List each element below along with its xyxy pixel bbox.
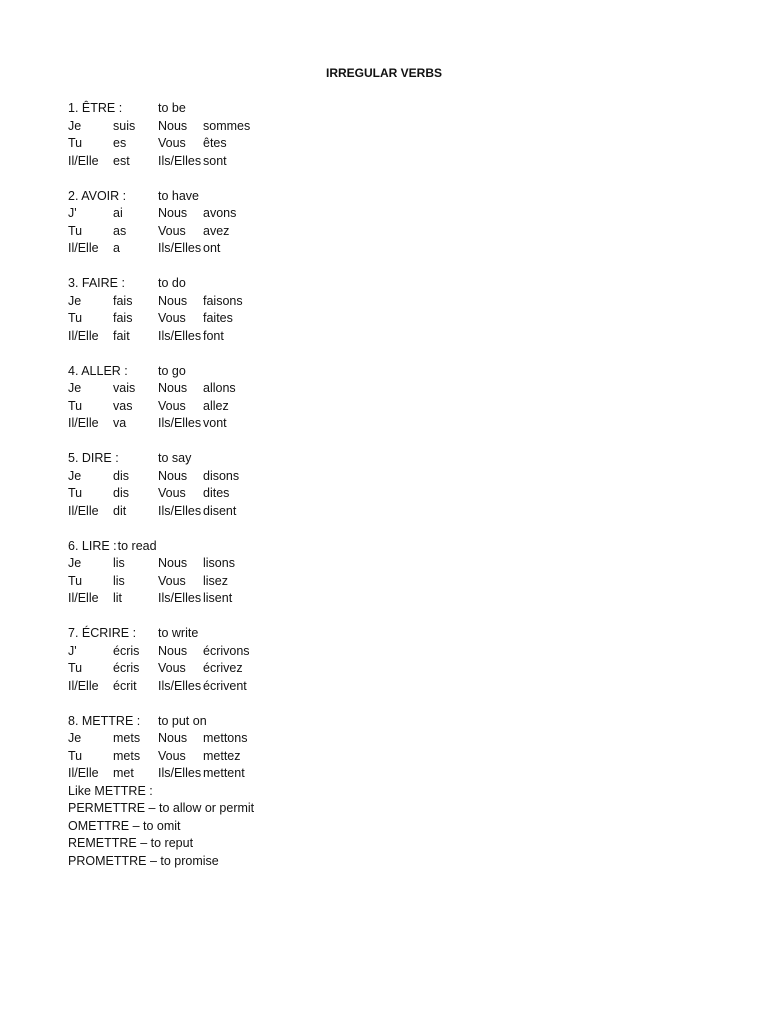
singular-pronoun: Tu [68,661,83,675]
plural-form: écrivent [203,678,247,693]
singular-form: met [113,766,134,780]
plural-form: mettez [203,748,241,763]
singular-form: as [113,223,127,238]
conjugation-row [68,555,708,573]
plural-pronoun: Vous [158,748,186,763]
verb-meaning: to do [158,276,186,290]
singular-form: fais [113,293,133,308]
singular-form: est [113,153,130,168]
plural-pronoun: Ils/Elles [158,328,202,343]
singular-form: va [113,416,127,430]
verb-heading-line [68,363,708,381]
conjugation-row [68,118,708,136]
verb-meaning: to put on [158,713,207,728]
verb-section [68,538,708,608]
verb-meaning: to read [117,538,157,553]
verb-heading-line [68,100,708,118]
plural-pronoun: Nous [158,206,188,220]
conjugation-row [68,643,708,661]
conjugation-row [68,485,708,503]
singular-pronoun: J' [68,206,77,220]
plural-pronoun: Vous [158,573,186,588]
conjugation-row [68,748,708,766]
singular-pronoun: Tu [68,486,83,500]
conjugation-row [68,678,708,696]
verb-heading: 6. LIRE :to read [68,538,157,553]
conjugation-row [68,573,708,591]
singular-form: lis [113,573,125,588]
plural-pronoun: Nous [158,556,188,570]
singular-pronoun: Tu [68,398,83,413]
plural-form: sont [203,153,227,168]
conjugation-row [68,293,708,311]
singular-form: écrit [113,678,137,693]
plural-form: lisez [203,573,229,588]
conjugation-row [68,223,708,241]
plural-pronoun: Ils/Elles [158,416,202,430]
plural-pronoun: Ils/Elles [158,503,202,518]
plural-pronoun: Ils/Elles [158,241,202,255]
plural-form: disons [203,468,240,483]
singular-form: dis [113,468,129,483]
plural-pronoun: Vous [158,398,186,413]
plural-pronoun: Ils/Elles [158,591,202,605]
verb-meaning: to write [158,626,199,640]
plural-form: font [203,328,224,343]
verb-list [68,100,708,888]
conjugation-row [68,503,708,521]
verb-heading: 8. METTRE : [68,713,141,728]
singular-form: lis [113,556,125,570]
plural-form: mettent [203,766,245,780]
plural-form: faisons [203,293,243,308]
plural-form: avons [203,206,237,220]
singular-form: vas [113,398,133,413]
singular-form: dit [113,503,127,518]
singular-form: écris [113,661,140,675]
plural-form: dites [203,486,230,500]
verb-heading-line [68,713,708,731]
verb-heading: 5. DIRE : [68,451,119,465]
verb-section [68,625,708,695]
verb-section [68,188,708,258]
singular-pronoun: Je [68,731,82,745]
plural-pronoun: Ils/Elles [158,766,202,780]
singular-form: mets [113,731,141,745]
plural-form: allez [203,398,229,413]
plural-pronoun: Vous [158,136,186,150]
conjugation-row [68,240,708,258]
plural-form: ont [203,241,221,255]
singular-pronoun: Je [68,293,82,308]
verb-meaning: to be [158,101,186,115]
plural-pronoun: Nous [158,468,188,483]
plural-pronoun: Nous [158,293,188,308]
plural-form: disent [203,503,237,518]
related-verbs-heading: Like METTRE : [68,783,153,798]
singular-pronoun: Tu [68,136,83,150]
related-verb-item: PROMETTRE – to promise [68,853,219,868]
singular-form: a [113,241,120,255]
verb-section [68,450,708,520]
plural-pronoun: Vous [158,661,186,675]
singular-pronoun: Il/Elle [68,503,99,518]
singular-form: lit [113,591,123,605]
singular-pronoun: Je [68,556,82,570]
conjugation-row [68,310,708,328]
verb-section [68,100,708,170]
plural-pronoun: Vous [158,223,186,238]
verb-heading: 7. ÉCRIRE : [68,626,137,640]
verb-meaning: to have [158,188,200,203]
singular-pronoun: Il/Elle [68,766,99,780]
verb-heading: 2. AVOIR : [68,188,127,203]
plural-pronoun: Nous [158,643,188,658]
plural-form: allons [203,381,236,395]
singular-pronoun: Tu [68,748,83,763]
plural-form: écrivez [203,661,243,675]
plural-pronoun: Ils/Elles [158,678,202,693]
plural-pronoun: Ils/Elles [158,153,202,168]
related-verb-item: PERMETTRE – to allow or permit [68,801,255,815]
verb-section [68,713,708,871]
singular-pronoun: Je [68,468,82,483]
conjugation-row [68,135,708,153]
plural-pronoun: Nous [158,118,188,133]
singular-form: vais [113,381,136,395]
singular-pronoun: Il/Elle [68,153,99,168]
plural-form: lisent [203,591,233,605]
plural-pronoun: Vous [158,486,186,500]
plural-form: écrivons [203,643,250,658]
singular-pronoun: Il/Elle [68,328,99,343]
plural-form: vont [203,416,227,430]
singular-pronoun: Tu [68,573,83,588]
singular-pronoun: J' [68,643,77,658]
verb-heading-line [68,538,708,556]
related-verb-item: REMETTRE – to reput [68,836,194,850]
singular-form: fais [113,311,133,325]
singular-pronoun: Il/Elle [68,416,99,430]
verb-heading: 1. ÊTRE : [68,101,123,115]
plural-form: êtes [203,136,227,150]
conjugation-row [68,205,708,223]
related-verb-item: OMETTRE – to omit [68,818,181,833]
verb-section [68,275,708,345]
singular-pronoun: Il/Elle [68,591,99,605]
verb-heading-line [68,188,708,206]
singular-form: fait [113,328,130,343]
conjugation-row [68,660,708,678]
verb-meaning: to go [158,363,186,378]
singular-pronoun: Je [68,381,82,395]
singular-pronoun: Tu [68,311,83,325]
plural-pronoun: Vous [158,311,186,325]
conjugation-row [68,153,708,171]
plural-pronoun: Nous [158,381,188,395]
singular-pronoun: Il/Elle [68,241,99,255]
verb-heading: 3. FAIRE : [68,276,125,290]
verb-meaning: to say [158,451,192,465]
plural-form: sommes [203,118,251,133]
conjugation-row [68,328,708,346]
page-title: IRREGULAR VERBS [325,66,442,80]
singular-form: dis [113,486,129,500]
conjugation-row [68,730,708,748]
plural-form: avez [203,223,230,238]
singular-form: ai [113,206,123,220]
verb-heading-line [68,275,708,293]
conjugation-row [68,415,708,433]
verb-section [68,363,708,433]
plural-form: faites [203,311,233,325]
plural-pronoun: Nous [158,731,188,745]
singular-pronoun: Je [68,118,82,133]
conjugation-row [68,380,708,398]
verb-heading-line [68,625,708,643]
singular-pronoun: Tu [68,223,83,238]
conjugation-row [68,398,708,416]
conjugation-row [68,765,708,783]
singular-form: suis [113,118,136,133]
conjugation-row [68,468,708,486]
conjugation-row [68,590,708,608]
verb-heading-line [68,450,708,468]
singular-form: es [113,136,127,150]
singular-form: écris [113,643,140,658]
plural-form: lisons [203,556,235,570]
singular-form: mets [113,748,141,763]
plural-form: mettons [203,731,248,745]
verb-heading: 4. ALLER : [68,363,128,378]
singular-pronoun: Il/Elle [68,678,99,693]
